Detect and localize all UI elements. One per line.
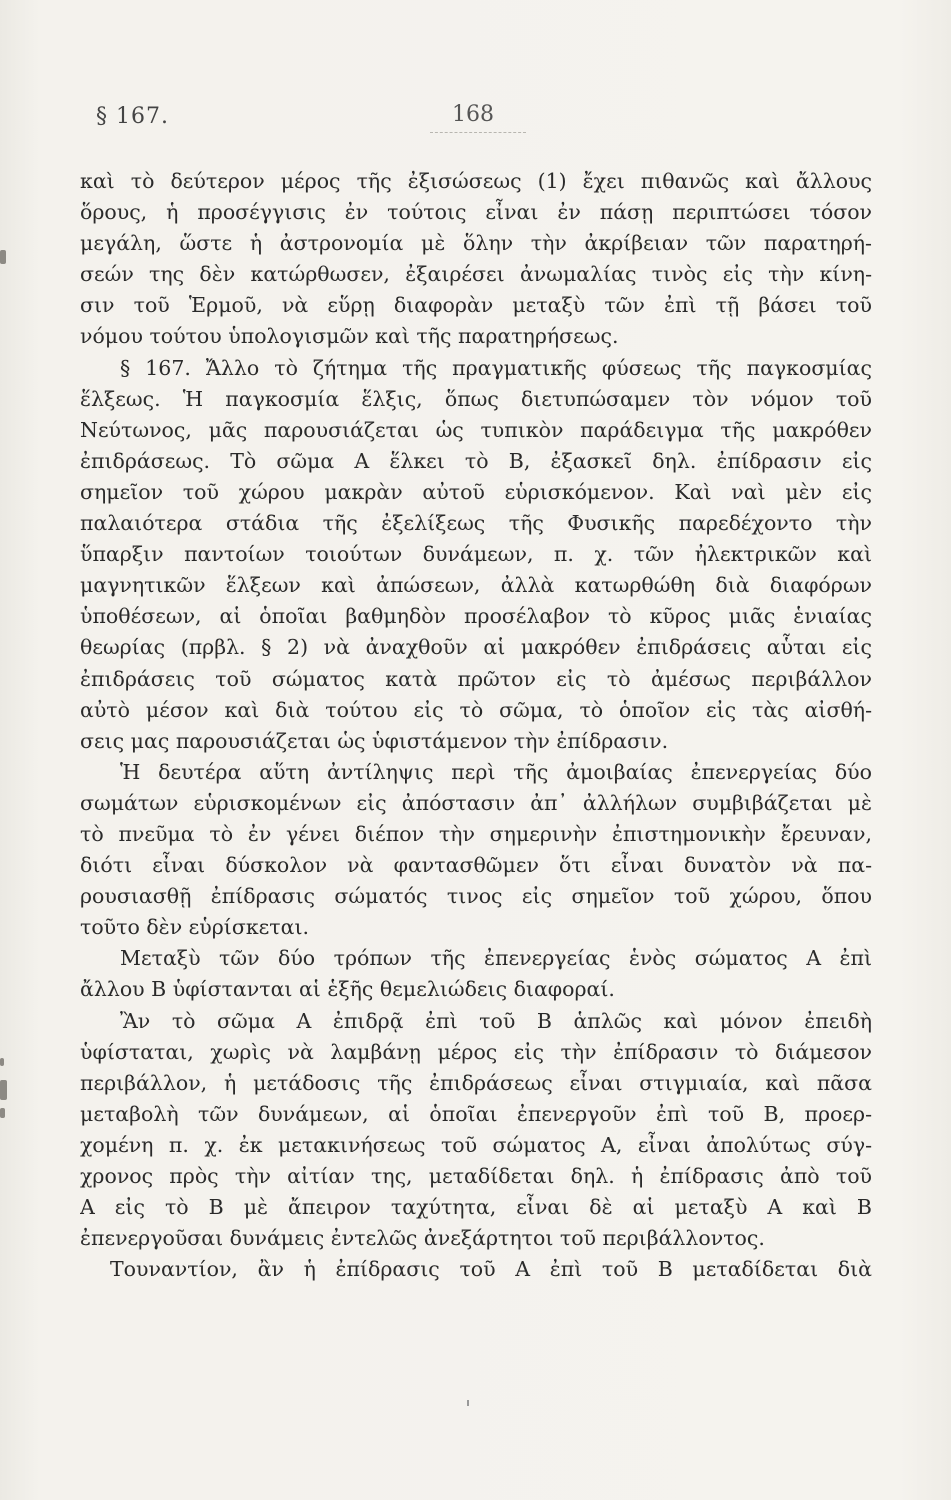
section-header: § 167.	[96, 104, 169, 129]
text-line: ὕπαρξιν παντοίων τοιούτων δυνάμεων, π. χ. τῶν ἠλεκτρικῶν καὶ	[80, 542, 872, 567]
text-line: τοῦτο δὲν εὑρίσκεται.	[80, 915, 310, 940]
text-line: μεγάλη, ὥστε ἡ ἀστρονομία μὲ ὅλην τὴν ἀκρίβειαν τῶν παρατηρή-	[80, 231, 872, 256]
text-line: Τουναντίον, ἂν ἡ ἐπίδρασις τοῦ Α ἐπὶ τοῦ Β μεταδίδεται διὰ	[110, 1257, 872, 1282]
page-number: 168	[452, 102, 494, 127]
text-line: χομένη π. χ. ἐκ μετακινήσεως τοῦ σώματος Α, εἶναι ἀπολύτως σύγ-	[80, 1132, 872, 1157]
text-line: Α εἰς τὸ Β μὲ ἄπειρον ταχύτητα, εἶναι δὲ αἱ μεταξὺ Α καὶ Β	[80, 1195, 872, 1220]
text-line: ἐπιδράσεις τοῦ σώματος κατὰ πρῶτον εἰς τὸ ἀμέσως περιβάλλον	[80, 666, 872, 691]
left-edge-mark	[0, 1080, 7, 1100]
text-line: Ἂν τὸ σῶμα Α ἐπιδρᾷ ἐπὶ τοῦ Β ἁπλῶς καὶ μόνον ἐπειδὴ	[120, 1008, 872, 1033]
text-line: Ἡ δευτέρα αὕτη ἀντίληψις περὶ τῆς ἀμοιβαίας ἐπενεργείας δύο	[120, 759, 872, 784]
text-line: παλαιότερα στάδια τῆς ἐξελίξεως τῆς Φυσικῆς παρεδέχοντο τὴν	[80, 511, 872, 536]
left-edge-mark	[0, 1108, 5, 1118]
text-line: σεις μας παρουσιάζεται ὡς ὑφιστάμενον τὴν ἐπίδρασιν.	[80, 728, 669, 753]
text-line: περιβάλλον, ἡ μετάδοσις τῆς ἐπιδράσεως εἶναι στιγμιαία, καὶ πᾶσα	[80, 1070, 872, 1095]
text-line: ἄλλου Β ὑφίστανται αἱ ἑξῆς θεμελιώδεις διαφοραί.	[80, 977, 615, 1002]
text-line: διότι εἶναι δύσκολον νὰ φαντασθῶμεν ὅτι εἶναι δυνατὸν νὰ πα-	[80, 853, 872, 878]
text-line: μαγνητικῶν ἕλξεων καὶ ἀπώσεων, ἀλλὰ κατωρθώθη διὰ διαφόρων	[80, 573, 872, 598]
text-line: ἐπενεργοῦσαι δυνάμεις ἐντελῶς ἀνεξάρτητοι τοῦ περιβάλλοντος.	[80, 1226, 765, 1251]
print-speck	[467, 1400, 469, 1406]
header-rule	[430, 132, 526, 133]
text-line: ὑφίσταται, χωρὶς νὰ λαμβάνῃ μέρος εἰς τὴν ἐπίδρασιν τὸ διάμεσον	[80, 1039, 872, 1064]
text-line: θεωρίας (πρβλ. § 2) νὰ ἀναχθοῦν αἱ μακρόθεν ἐπιδράσεις αὗται εἰς	[80, 635, 872, 660]
text-line: χρονος πρὸς τὴν αἰτίαν της, μεταδίδεται δηλ. ἡ ἐπίδρασις ἀπὸ τοῦ	[80, 1164, 872, 1188]
text-line: καὶ τὸ δεύτερον μέρος τῆς ἐξισώσεως (1) ἔχει πιθανῶς καὶ ἄλλους	[80, 169, 872, 193]
text-line: ὑποθέσεων, αἱ ὁποῖαι βαθμηδὸν προσέλαβον τὸ κῦρος μιᾶς ἑνιαίας	[80, 604, 872, 629]
text-line: αὐτὸ μέσον καὶ διὰ τούτου εἰς τὸ σῶμα, τὸ ὁποῖον εἰς τὰς αἰσθή-	[80, 697, 872, 722]
text-line: ἕλξεως. Ἡ παγκοσμία ἕλξις, ὅπως διετυπώσαμεν τὸν νόμον τοῦ	[80, 386, 872, 411]
text-line: σεών της δὲν κατώρθωσεν, ἐξαιρέσει ἀνωμαλίας τινὸς εἰς τὴν κίνη-	[80, 262, 872, 287]
text-line: σιν τοῦ Ἑρμοῦ, νὰ εὕρῃ διαφορὰν μεταξὺ τῶν ἐπὶ τῇ βάσει τοῦ	[80, 293, 872, 318]
text-line: ἐπιδράσεως. Τὸ σῶμα Α ἕλκει τὸ Β, ἐξασκεῖ δηλ. ἐπίδρασιν εἰς	[80, 448, 872, 473]
text-line: τὸ πνεῦμα τὸ ἐν γένει διέπον τὴν σημερινὴν ἐπιστημονικὴν ἔρευναν,	[80, 821, 872, 846]
text-line: ὅρους, ἡ προσέγγισις ἐν τούτοις εἶναι ἐν πάσῃ περιπτώσει τόσον	[80, 200, 872, 225]
body-text	[80, 166, 872, 1285]
text-line: Μεταξὺ τῶν δύο τρόπων τῆς ἐπενεργείας ἑνὸς σώματος Α ἐπὶ	[120, 946, 872, 971]
text-line: Νεύτωνος, μᾶς παρουσιάζεται ὡς τυπικὸν παράδειγμα τῆς μακρόθεν	[80, 417, 872, 442]
left-edge-mark	[0, 1058, 4, 1066]
left-edge-mark	[0, 250, 6, 264]
text-line: ρουσιασθῇ ἐπίδρασις σώματός τινος εἰς σημεῖον τοῦ χώρου, ὅπου	[80, 884, 872, 909]
text-line: § 167. Ἄλλο τὸ ζήτημα τῆς πραγματικῆς φύσεως τῆς παγκοσμίας	[120, 355, 872, 380]
text-line: μεταβολὴ τῶν δυνάμεων, αἱ ὁποῖαι ἐπενεργοῦν ἐπὶ τοῦ Β, προερ-	[80, 1101, 872, 1126]
text-line: νόμου τούτου ὑπολογισμῶν καὶ τῆς παρατηρήσεως.	[80, 324, 619, 349]
text-line: σημεῖον τοῦ χώρου μακρὰν αὐτοῦ εὑρισκόμενον. Καὶ ναὶ μὲν εἰς	[80, 479, 872, 504]
text-line: σωμάτων εὑρισκομένων εἰς ἀπόστασιν ἀπ᾽ ἀλλήλων συμβιβάζεται μὲ	[80, 790, 872, 815]
